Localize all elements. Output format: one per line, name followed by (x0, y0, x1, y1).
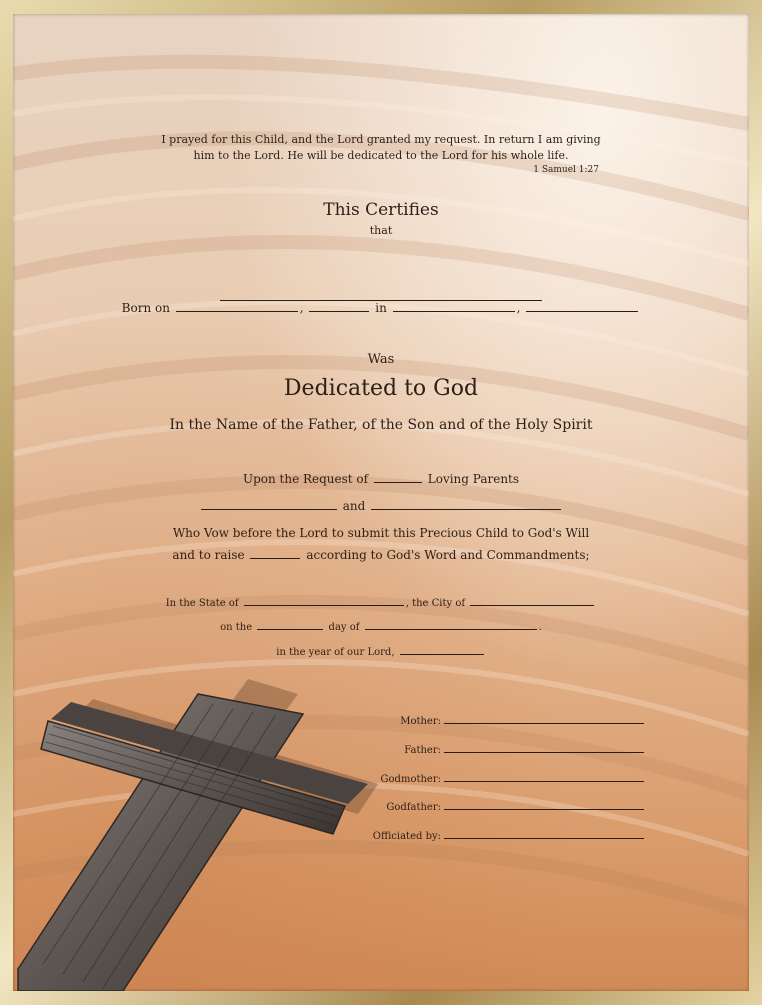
certificate-paper (13, 14, 749, 991)
request-suffix: Loving Parents (427, 472, 520, 486)
state-label: In the State of (165, 598, 239, 609)
born-comma-2: , (516, 301, 521, 315)
born-comma-1: , (299, 301, 304, 315)
father-label: Father: (404, 745, 441, 756)
request-prefix: Upon the Request of (242, 472, 369, 486)
date-period: . (538, 622, 542, 633)
verse-reference: 1 Samuel 1:27 (533, 165, 599, 175)
wooden-cross-icon (13, 14, 749, 991)
vow-end: according to God's Word and Commandments; (306, 548, 590, 562)
dedicated-title: Dedicated to God (283, 376, 479, 401)
born-in-label: in (375, 301, 387, 315)
vow-line-1: Who Vow before the Lord to submit this Precious Child to God's Will (172, 526, 590, 540)
godmother-label: Godmother: (380, 774, 441, 785)
year-label: in the year of our Lord, (276, 647, 395, 658)
day-of-label: day of (328, 622, 360, 633)
certifies-heading: This Certifies (323, 200, 439, 220)
on-the-label: on the (220, 622, 253, 633)
was-text: Was (367, 352, 395, 367)
verse-line-2: him to the Lord. He will be dedicated to the Lord for his whole life. (193, 149, 569, 162)
that-text: that (369, 224, 393, 237)
officiant-label: Officiated by: (372, 831, 441, 842)
city-label: , the City of (405, 598, 466, 609)
trinity-text: In the Name of the Father, of the Son and of the Holy Spirit (169, 417, 593, 433)
godfather-label: Godfather: (386, 802, 441, 813)
verse-line-1: I prayed for this Child, and the Lord granted my request. In return I am giving (161, 133, 601, 146)
vow-raise: and to raise (172, 548, 245, 562)
mother-label: Mother: (400, 716, 441, 727)
born-on-label: Born on (121, 301, 170, 315)
parents-and: and (342, 499, 366, 513)
